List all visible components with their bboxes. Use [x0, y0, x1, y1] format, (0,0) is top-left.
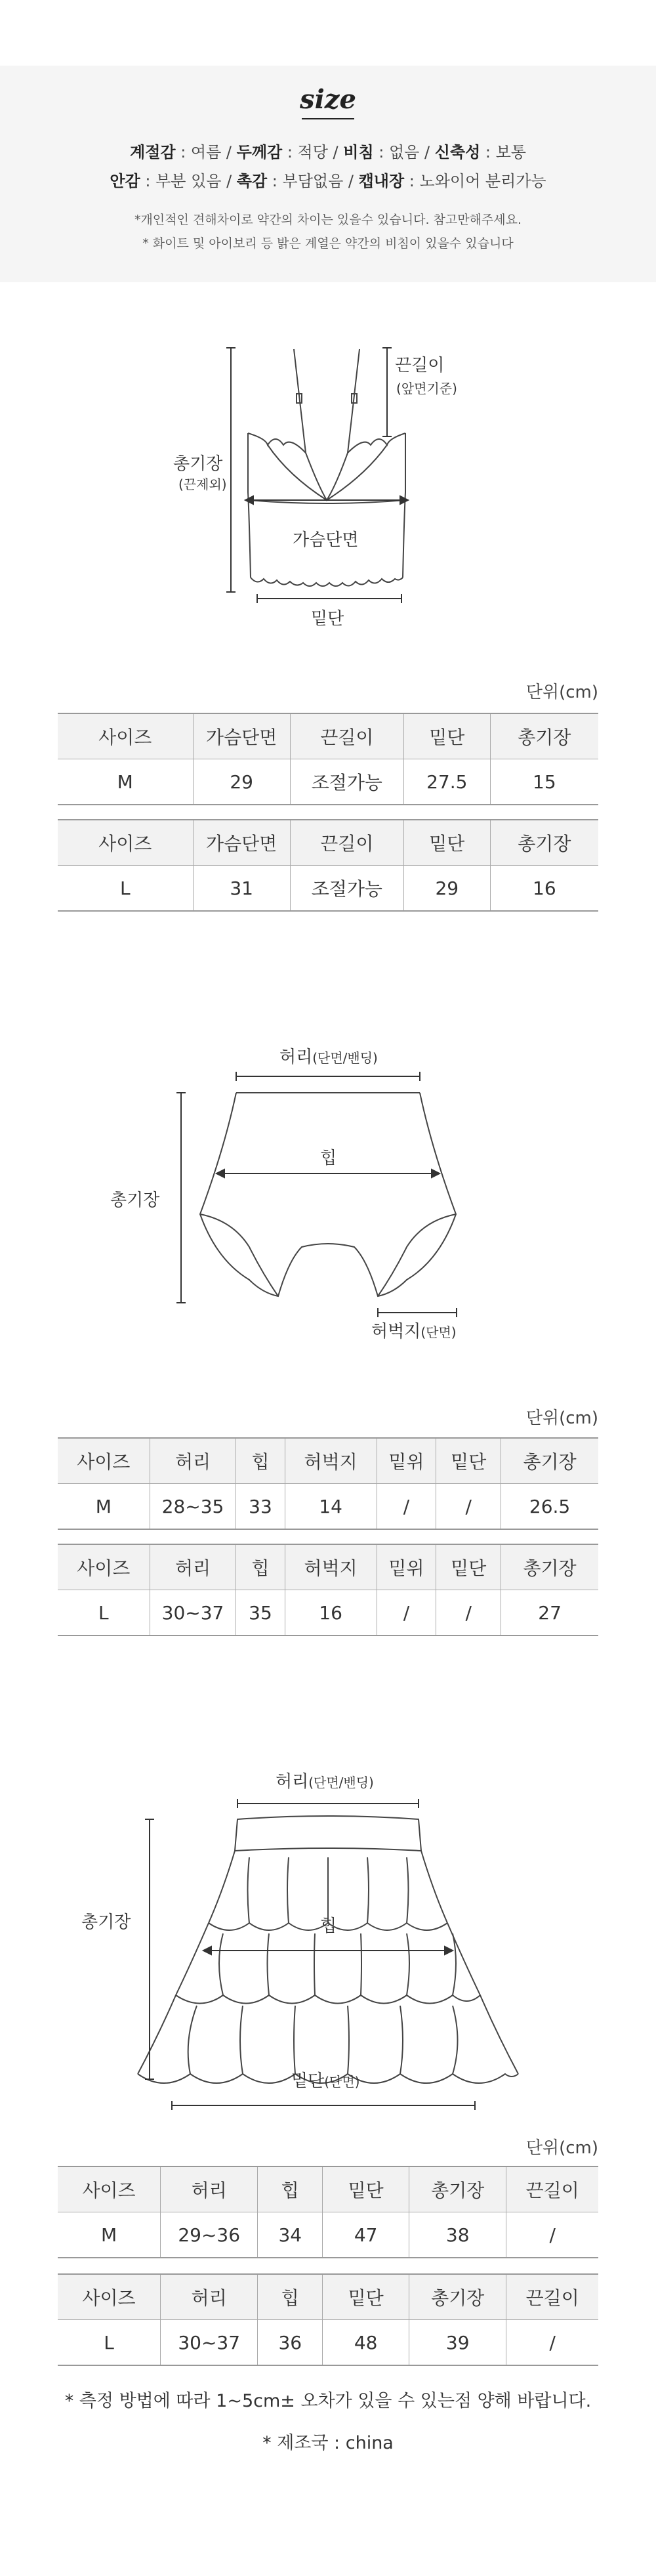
waist-sub-label: (단면/밴딩) [308, 1775, 374, 1790]
table-cell: / [506, 2320, 598, 2366]
table-cell: 16 [490, 866, 598, 912]
unit-label: 단위(cm) [525, 683, 598, 702]
total-length-label: 총기장 [173, 454, 223, 474]
table-cell: 14 [285, 1484, 377, 1530]
measurement-note: * 측정 방법에 따라 1~5cm± 오차가 있을 수 있는점 양해 바랍니다. [64, 2391, 592, 2411]
table-row [58, 866, 598, 912]
waist-label-text: 허리 [279, 1047, 313, 1067]
table-header-cell: 사이즈 [58, 2166, 161, 2212]
unit-label: 단위(cm) [525, 1408, 598, 1428]
table-cell: 31 [193, 866, 290, 912]
table-row [58, 2320, 598, 2366]
table-header-cell: 힙 [258, 2274, 323, 2320]
table-header-cell: 밑단 [403, 713, 490, 759]
skirt-diagram [0, 1765, 656, 2113]
table-header-cell: 밑위 [377, 1438, 436, 1484]
size-table-m [58, 2166, 598, 2258]
size-table-l [58, 2273, 598, 2366]
table-cell: 38 [409, 2212, 506, 2258]
prop-key: 계절감 [130, 143, 176, 161]
table-header-cell: 총기장 [501, 1544, 598, 1590]
table-cell: 47 [323, 2212, 409, 2258]
table-header-cell: 허리 [150, 1544, 236, 1590]
waist-label-text: 허리 [276, 1772, 309, 1792]
properties-line-1: 계절감 : 여름 / 두께감 : 적당 / 비침 : 없음 / 신축성 : 보통 [130, 143, 526, 161]
total-length-label: 총기장 [110, 1191, 160, 1210]
table-row [58, 759, 598, 805]
table-cell: 48 [323, 2320, 409, 2366]
table-header-cell: 허벅지 [285, 1438, 377, 1484]
table-header-cell: 힙 [258, 2166, 323, 2212]
table-cell: 29~36 [161, 2212, 258, 2258]
panty-diagram [0, 1024, 656, 1352]
table-cell: / [506, 2212, 598, 2258]
table-header-cell: 밑단 [323, 2274, 409, 2320]
size-table-m [58, 713, 598, 805]
title-underline [302, 118, 354, 119]
table-header-row [58, 2274, 598, 2320]
properties-line-2: 안감 : 부분 있음 / 촉감 : 부담없음 / 캡내장 : 노와이어 분리가능 [110, 172, 546, 190]
table-row [58, 2212, 598, 2258]
waist-label [276, 1768, 374, 1792]
thigh-label-text: 허벅지 [371, 1322, 421, 1341]
table-cell: L [58, 2320, 161, 2366]
table-cell: 29 [403, 866, 490, 912]
table-cell: 35 [236, 1590, 285, 1636]
table-cell: L [58, 866, 193, 912]
table-cell: 28~35 [150, 1484, 236, 1530]
waist-sub-label: (단면/밴딩) [312, 1050, 378, 1066]
table-header-cell: 허리 [161, 2274, 258, 2320]
prop-value: 없음 [388, 143, 420, 161]
table-cell: L [58, 1590, 150, 1636]
table-row [58, 1590, 598, 1636]
table-header-row [58, 1544, 598, 1590]
table-cell: 29 [193, 759, 290, 805]
size-title: size [300, 84, 356, 115]
table-header-row [58, 2166, 598, 2212]
prop-key: 촉감 [236, 172, 268, 190]
table-cell: 27 [501, 1590, 598, 1636]
chest-label: 가슴단면 [293, 530, 359, 550]
table-cell: / [436, 1484, 501, 1530]
table-header-cell: 가슴단면 [193, 820, 290, 866]
table-header-cell: 사이즈 [58, 713, 193, 759]
table-cell: / [377, 1484, 436, 1530]
table-header-cell: 힙 [236, 1544, 285, 1590]
prop-value: 노와이어 분리가능 [419, 172, 546, 190]
table-cell: 39 [409, 2320, 506, 2366]
table-cell: 27.5 [403, 759, 490, 805]
unit-label: 단위(cm) [525, 2138, 598, 2158]
table-cell: 36 [258, 2320, 323, 2366]
hem-label [291, 2067, 359, 2092]
table-header-cell: 사이즈 [58, 2274, 161, 2320]
header-note-1: *개인적인 견해차이로 약간의 차이는 있을수 있습니다. 참고만해주세요. [134, 213, 522, 227]
table-header-cell: 밑단 [436, 1544, 501, 1590]
size-table-l [58, 819, 598, 912]
table-header-row [58, 820, 598, 866]
table-header-cell: 밑단 [436, 1438, 501, 1484]
prop-key: 비침 [343, 143, 374, 161]
table-cell: 30~37 [150, 1590, 236, 1636]
table-header-cell: 사이즈 [58, 1438, 150, 1484]
prop-value: 적당 [297, 143, 328, 161]
prop-value: 보통 [495, 143, 526, 161]
origin-note: * 제조국 : china [262, 2433, 394, 2453]
strap-label: 끈길이 [395, 356, 445, 375]
thigh-label [371, 1318, 457, 1342]
table-cell: 15 [490, 759, 598, 805]
table-cell: M [58, 759, 193, 805]
prop-value: 여름 [190, 143, 222, 161]
table-header-cell: 총기장 [501, 1438, 598, 1484]
table-header-cell: 사이즈 [58, 1544, 150, 1590]
total-length-sub-label: (끈제외) [178, 476, 227, 492]
prop-key: 두께감 [236, 143, 283, 161]
table-header-row [58, 1438, 598, 1484]
table-cell: 33 [236, 1484, 285, 1530]
table-row [58, 1484, 598, 1530]
hem-sub-label: (단면) [324, 2074, 360, 2090]
table-cell: 16 [285, 1590, 377, 1636]
table-header-cell: 끈길이 [506, 2274, 598, 2320]
table-header-cell: 밑단 [323, 2166, 409, 2212]
table-cell: / [436, 1590, 501, 1636]
table-header-row [58, 713, 598, 759]
table-header-cell: 허벅지 [285, 1544, 377, 1590]
thigh-sub-label: (단면) [420, 1324, 457, 1340]
table-cell: 34 [258, 2212, 323, 2258]
size-table-l [58, 1544, 598, 1636]
table-header-cell: 끈길이 [506, 2166, 598, 2212]
strap-sub-label: (앞면기준) [396, 381, 457, 396]
table-header-cell: 밑단 [403, 820, 490, 866]
prop-value: 부분 있음 [155, 172, 222, 190]
table-cell: 조절가능 [290, 866, 403, 912]
table-header-cell: 총기장 [490, 820, 598, 866]
table-header-cell: 밑위 [377, 1544, 436, 1590]
table-header-cell: 허리 [150, 1438, 236, 1484]
hip-label: 힙 [320, 1149, 337, 1168]
table-header-cell: 총기장 [409, 2274, 506, 2320]
prop-key: 신축성 [434, 143, 481, 161]
table-cell: 조절가능 [290, 759, 403, 805]
table-header-cell: 사이즈 [58, 820, 193, 866]
hem-label: 밑단 [311, 609, 344, 629]
table-cell: M [58, 1484, 150, 1530]
size-table-m [58, 1437, 598, 1530]
total-length-label: 총기장 [81, 1912, 131, 1932]
table-header-cell: 총기장 [490, 713, 598, 759]
table-header-cell: 힙 [236, 1438, 285, 1484]
header-note-2: * 화이트 및 아이보리 등 밝은 계열은 약간의 비침이 있을수 있습니다 [142, 236, 514, 251]
table-cell: M [58, 2212, 161, 2258]
prop-key: 캡내장 [358, 172, 405, 190]
table-cell: 30~37 [161, 2320, 258, 2366]
prop-value: 부담없음 [282, 172, 344, 190]
table-header-cell: 총기장 [409, 2166, 506, 2212]
hem-label-text: 밑단 [291, 2071, 325, 2091]
bra-diagram [0, 328, 656, 637]
table-header-cell: 허리 [161, 2166, 258, 2212]
waist-label [279, 1044, 378, 1068]
table-header-cell: 가슴단면 [193, 713, 290, 759]
table-cell: 26.5 [501, 1484, 598, 1530]
hip-label: 힙 [320, 1916, 337, 1936]
prop-key: 안감 [110, 172, 140, 190]
table-header-cell: 끈길이 [290, 713, 403, 759]
table-header-cell: 끈길이 [290, 820, 403, 866]
table-cell: / [377, 1590, 436, 1636]
